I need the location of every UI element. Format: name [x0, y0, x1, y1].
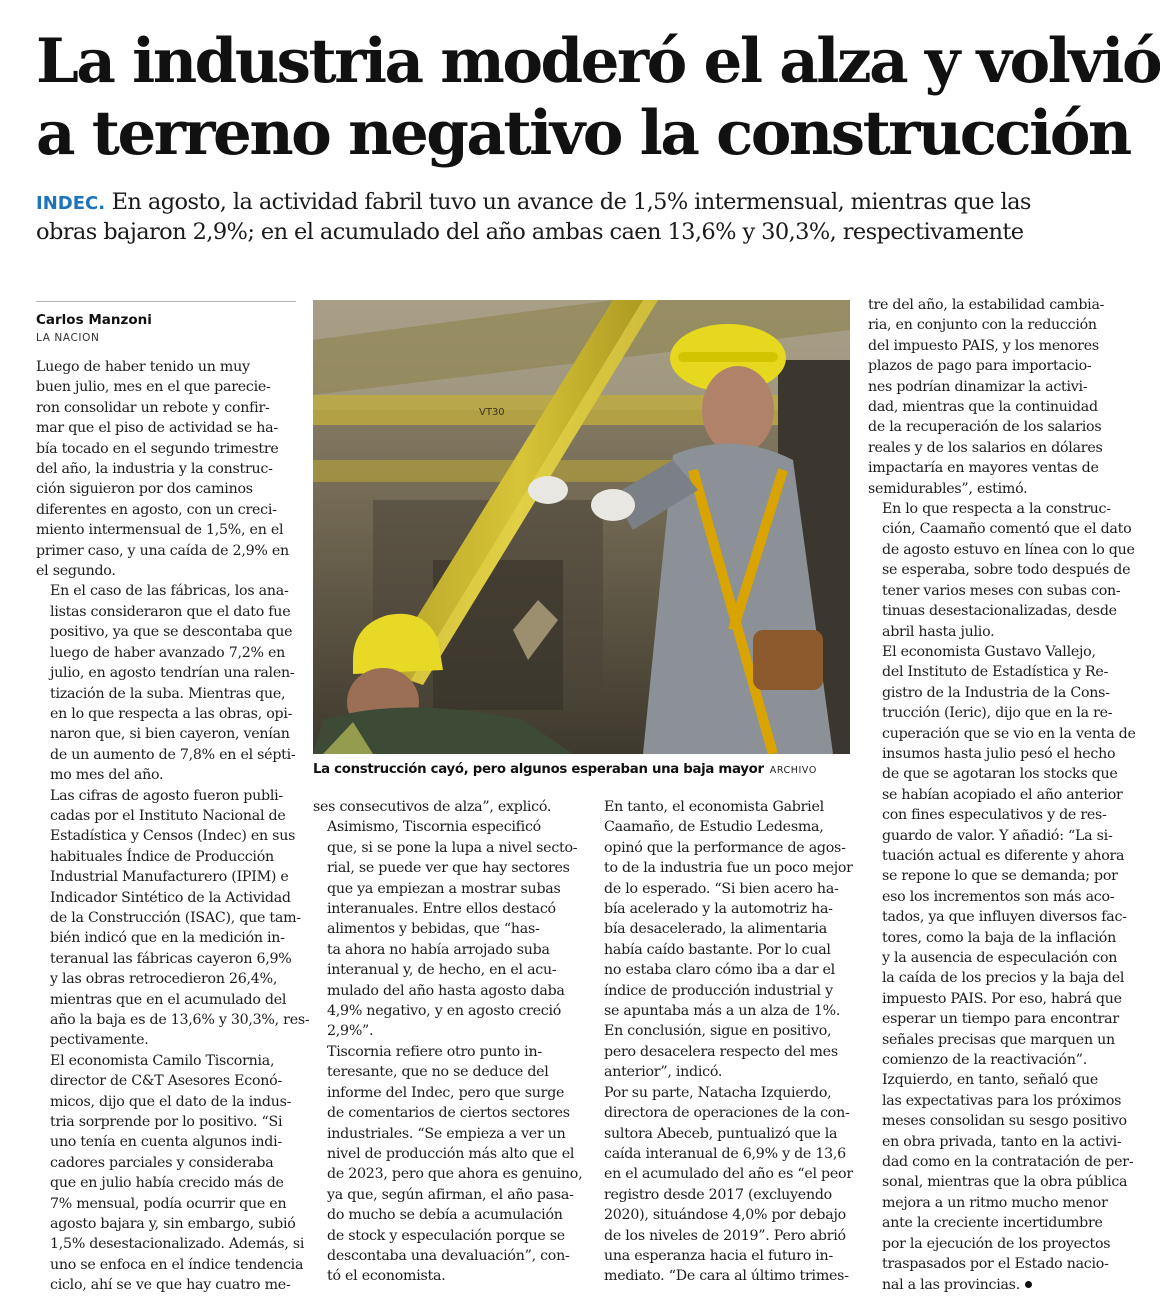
text-line: del año, la industria y la construc- — [36, 461, 273, 478]
text-line: de agosto estuvo en línea con lo que — [882, 541, 1135, 558]
text-line: agosto bajara y, sin embargo, subió — [50, 1216, 296, 1233]
text-line: Industrial Manufacturero (IPIM) e — [50, 869, 289, 886]
text-line: tener varios meses con subas con- — [882, 582, 1121, 599]
text-line: tinuas desestacionalizadas, desde — [882, 603, 1117, 620]
text-line: Tiscornia refiere otro punto in- — [327, 1043, 542, 1060]
paragraph — [868, 642, 1136, 1071]
headline-line: a terreno negativo la construcción — [36, 98, 1130, 169]
text-line: las expectativas para los próximos — [882, 1092, 1122, 1109]
text-line: con fines especulativos y de res- — [882, 807, 1107, 824]
text-line: mar que el piso de actividad se ha- — [36, 420, 278, 437]
kicker-label: INDEC. — [36, 193, 106, 214]
text-line: diferentes en agosto, con un creci- — [36, 501, 277, 518]
text-line: dad como en la contratación de per- — [882, 1154, 1134, 1171]
text-line: interanuales. Entre ellos destacó — [327, 901, 556, 918]
text-line: director de C&T Asesores Econó- — [50, 1073, 283, 1090]
subheadline — [36, 188, 1136, 247]
text-line: julio, en agosto tendrían una ralen- — [50, 665, 295, 682]
text-line: tó el economista. — [327, 1268, 446, 1285]
text-line: de la Construcción (ISAC), que tam- — [50, 909, 301, 926]
text-line: bía desacelerado, la alimentaria — [604, 921, 827, 938]
text-line: año la baja es de 13,6% y 30,3%, res- — [50, 1012, 310, 1028]
text-line: tores, como la baja de la inflación — [882, 929, 1116, 946]
text-line: 1,5% desestacionalizado. Además, si — [50, 1236, 305, 1253]
text-line: En el caso de las fábricas, los ana- — [50, 583, 289, 600]
text-line: Las cifras de agosto fueron publi- — [50, 787, 283, 804]
text-line: Luego de haber tenido un muy — [36, 359, 250, 375]
text-line: bién indicó que en la medición in- — [50, 930, 285, 947]
paragraph — [313, 797, 575, 817]
text-line: se repone lo que se demanda; por — [882, 868, 1118, 885]
text-line: tre del año, la estabilidad cambia- — [868, 297, 1105, 313]
text-line: una esperanza hacia el futuro in- — [604, 1247, 833, 1264]
text-line: tria sorprende por lo positivo. “Si — [50, 1114, 283, 1131]
paragraph — [868, 295, 1130, 499]
text-line: informe del Indec, pero que surge — [327, 1084, 565, 1101]
text-line: ses consecutivos de alza”, explicó. — [313, 799, 552, 815]
text-line: cadas por el Instituto Nacional de — [50, 807, 286, 824]
text-line: tados, ya que influyen diversos fac- — [882, 909, 1127, 926]
text-line: cadores parciales y consideraba — [50, 1154, 274, 1171]
paragraph — [313, 1042, 583, 1287]
text-line: de la recuperación de los salarios — [868, 419, 1102, 436]
text-line: de lo esperado. “Si bien acero ha- — [604, 880, 839, 897]
text-line: semidurables”, estimó. — [868, 480, 1028, 497]
text-line: listas consideraron que el dato fue — [50, 603, 291, 620]
text-line: 4,9% negativo, y en agosto creció — [327, 1003, 562, 1020]
text-line: dad, mientras que la continuidad — [868, 399, 1098, 416]
paragraph — [36, 581, 298, 785]
text-line: impuesto PAIS. Por eso, habrá que — [882, 990, 1122, 1007]
text-line: Indicador Sintético de la Actividad — [50, 889, 291, 906]
text-line: traspasados por el Estado nacio- — [882, 1256, 1109, 1273]
text-line: ante la creciente incertidumbre — [882, 1215, 1103, 1232]
text-line: meses consolidan su sesgo positivo — [882, 1113, 1127, 1130]
text-line: luego de haber avanzado 7,2% en — [50, 644, 286, 661]
text-line: en obra privada, tanto en la activi- — [882, 1133, 1122, 1150]
paragraph — [36, 1051, 305, 1296]
text-line: En conclusión, sigue en positivo, — [604, 1023, 832, 1040]
text-line: directora de operaciones de la con- — [604, 1105, 850, 1122]
text-line: de los niveles de 2019”. Pero abrió — [604, 1227, 846, 1244]
text-line: Izquierdo, en tanto, señaló que — [882, 1072, 1098, 1089]
subhead-text: En agosto, la actividad fabril tuvo un avance de 1,5% intermensual, mientras que las — [111, 189, 1031, 215]
text-line: plazos de pago para importacio- — [868, 358, 1092, 375]
article-column-1 — [36, 357, 310, 1296]
text-line: buen julio, mes en el que parecie- — [36, 379, 271, 396]
text-line: Caamaño, de Estudio Ledesma, — [604, 819, 824, 836]
text-line: Por su parte, Natacha Izquierdo, — [604, 1084, 832, 1101]
paragraph — [868, 499, 1135, 642]
text-line: reales y de los salarios en dólares — [868, 439, 1103, 456]
text-line: de stock y especulación porque se — [327, 1227, 565, 1244]
text-line: pero desacelera respecto del mes — [604, 1043, 838, 1060]
text-line: mediato. “De cara al último trimes- — [604, 1268, 849, 1285]
text-line: que en julio había crecido más de — [50, 1175, 284, 1192]
text-line: la caída de los precios y la baja del — [882, 970, 1125, 987]
text-line: de 2023, pero que ahora es genuino, — [327, 1166, 583, 1183]
subhead-line — [36, 188, 1136, 218]
text-line: micos, dijo que el dato de la indus- — [50, 1093, 292, 1110]
paragraph — [590, 1083, 852, 1287]
outlet-name: LA NACION — [36, 332, 100, 344]
text-line: anterior”, indicó. — [604, 1064, 723, 1081]
text-line: caída interanual de 6,9% y de 13,6 — [604, 1145, 846, 1162]
text-line: que ya empiezan a mostrar subas — [327, 880, 561, 897]
text-line: nes podrían dinamizar la activi- — [868, 378, 1088, 395]
text-line: guardo de valor. Y añadió: “La si- — [882, 827, 1113, 844]
photo-stamp-text: VT30 — [479, 407, 505, 418]
text-line: 7% mensual, podía ocurrir que en — [50, 1195, 287, 1212]
text-line: que, si se pone la lupa a nivel secto- — [327, 839, 578, 856]
text-line: do mucho se debía a acumulación — [327, 1207, 563, 1224]
caption-text: La construcción cayó, pero algunos esperaban una baja mayor — [313, 762, 764, 777]
text-line: pectivamente. — [50, 1032, 149, 1049]
text-line: insumos hasta julio pesó el hecho — [882, 745, 1116, 762]
text-line: había caído bastante. Por lo cual — [604, 941, 831, 958]
photo-credit: ARCHIVO — [769, 765, 817, 776]
text-line: rial, se puede ver que hay sectores — [327, 860, 570, 877]
paragraph — [590, 797, 852, 1083]
text-line: miento intermensual de 1,5%, en el — [36, 522, 284, 539]
text-line: to de la industria fue un poco mejor — [604, 860, 853, 877]
text-line: mientras que en el acumulado del — [50, 991, 287, 1008]
text-line: de comentarios de ciertos sectores — [327, 1105, 570, 1122]
text-line: El economista Camilo Tiscornia, — [50, 1052, 275, 1069]
byline — [36, 301, 296, 344]
text-line: el segundo. — [36, 563, 116, 580]
text-line: ción, Caamaño comentó que el dato — [882, 521, 1132, 538]
text-line: índice de producción industrial y — [604, 982, 833, 999]
text-line: descontaba una devaluación”, con- — [327, 1247, 570, 1264]
text-line: tización de la suba. Mientras que, — [50, 685, 286, 702]
text-line: tuación actual es diferente y ahora — [882, 847, 1125, 864]
text-line: positivo, ya que se descontaba que — [50, 624, 293, 641]
text-line: industriales. “Se empieza a ver un — [327, 1125, 566, 1142]
text-line: primer caso, y una caída de 2,9% en — [36, 542, 289, 559]
text-line: teranual las fábricas cayeron 6,9% — [50, 950, 292, 967]
text-line: comienzo de la reactivación”. — [882, 1052, 1088, 1069]
text-line: teresante, que no se deduce del — [327, 1064, 549, 1081]
article-photo — [313, 300, 850, 754]
text-line: cuperación que se vio en la venta de — [882, 725, 1136, 742]
text-line: por la ejecución de los proyectos — [882, 1235, 1111, 1252]
text-line: ria, en conjunto con la reducción — [868, 317, 1097, 334]
text-line: de que se agotaran los stocks que — [882, 766, 1118, 783]
text-line: se habían acopiado el año anterior — [882, 786, 1123, 803]
text-line: sultora Abeceb, puntualizó que la — [604, 1125, 838, 1142]
text-line: eso los incrementos son más aco- — [882, 888, 1115, 905]
text-line: ya que, según afirman, el año pasa- — [327, 1186, 574, 1203]
text-line: 2020), situándose 4,0% por debajo — [604, 1207, 846, 1224]
text-line: bía acelerado y la automotriz ha- — [604, 901, 833, 918]
text-line: del Instituto de Estadística y Re- — [882, 664, 1109, 681]
text-line: ción siguieron por dos caminos — [36, 481, 253, 498]
text-line: señales precisas que marquen un — [882, 1031, 1115, 1048]
text-line: y las obras retrocedieron 26,4%, — [50, 971, 278, 988]
text-line: mulado del año hasta agosto daba — [327, 982, 565, 999]
text-line: en lo que respecta a las obras, opi- — [50, 705, 293, 722]
text-line: nivel de producción más alto que el — [327, 1145, 575, 1162]
headline — [36, 26, 1160, 170]
paragraph — [313, 817, 578, 1041]
text-line: esperar un tiempo para encontrar — [882, 1011, 1119, 1028]
text-line: ron consolidar un rebote y confir- — [36, 399, 270, 416]
text-line: habituales Índice de Producción — [50, 848, 274, 865]
text-line: del impuesto PAIS, y los menores — [868, 337, 1099, 354]
text-line: en el acumulado del año es “el peor — [604, 1166, 853, 1183]
text-line: registro desde 2017 (excluyendo — [604, 1186, 832, 1203]
paragraph — [36, 357, 298, 581]
text-line: abril hasta julio. — [882, 623, 995, 640]
text-line: se apuntaba más a un alza de 1%. — [604, 1003, 841, 1020]
article-column-4 — [868, 295, 1136, 1295]
text-line: mo mes del año. — [50, 767, 164, 784]
end-of-article-icon — [1025, 1281, 1032, 1288]
text-line: de un aumento de 7,8% en el sépti- — [50, 746, 296, 763]
text-line: Estadística y Censos (Indec) en sus — [50, 828, 296, 845]
text-line: trucción (Ieric), dijo que en la re- — [882, 705, 1113, 722]
text-line: naron que, si bien cayeron, venían — [50, 726, 290, 743]
text-line: mejora a un ritmo mucho menor — [882, 1194, 1108, 1211]
text-line: uno se enfoca en el índice tendencia — [50, 1256, 304, 1273]
text-line: alimentos y bebidas, que “has- — [327, 921, 540, 938]
text-line: En lo que respecta a la construc- — [882, 501, 1111, 518]
text-line: Asimismo, Tiscornia especificó — [327, 819, 541, 836]
text-line: no estaba claro cómo iba a dar el — [604, 962, 835, 979]
text-line: opinó que la performance de agos- — [604, 839, 846, 856]
paragraph — [868, 1070, 1134, 1294]
text-line: El economista Gustavo Vallejo, — [882, 643, 1096, 660]
text-line: gistro de la Industria de la Cons- — [882, 684, 1110, 701]
text-line: ciclo, ahí se ve que hay cuatro me- — [50, 1277, 291, 1294]
text-line: y la ausencia de especulación con — [882, 950, 1118, 966]
subhead-line: obras bajaron 2,9%; en el acumulado del año ambas caen 13,6% y 30,3%, respectivamente — [36, 219, 1024, 245]
paragraph — [36, 786, 310, 1051]
text-line: se esperaba, sobre todo después de — [882, 562, 1131, 579]
text-line: impactaría en mayores ventas de — [868, 460, 1099, 477]
text-line: interanual y, de hecho, en el acu- — [327, 962, 557, 979]
text-line: uno tenía en cuenta algunos indi- — [50, 1134, 282, 1151]
author-name: Carlos Manzoni — [36, 312, 152, 328]
text-line: ta ahora no había arrojado suba — [327, 941, 550, 958]
article-column-3 — [590, 797, 852, 1287]
text-line: nal a las provincias. — [868, 1275, 1130, 1295]
text-line: 2,9%”. — [327, 1023, 374, 1040]
text-line: bía tocado en el segundo trimestre — [36, 440, 279, 457]
text-line: En tanto, el economista Gabriel — [604, 799, 824, 815]
text-line: sonal, mientras que la obra pública — [882, 1174, 1128, 1191]
headline-line: La industria moderó el alza y volvió — [36, 26, 1160, 97]
photo-caption — [313, 762, 853, 777]
article-column-2 — [313, 797, 583, 1287]
